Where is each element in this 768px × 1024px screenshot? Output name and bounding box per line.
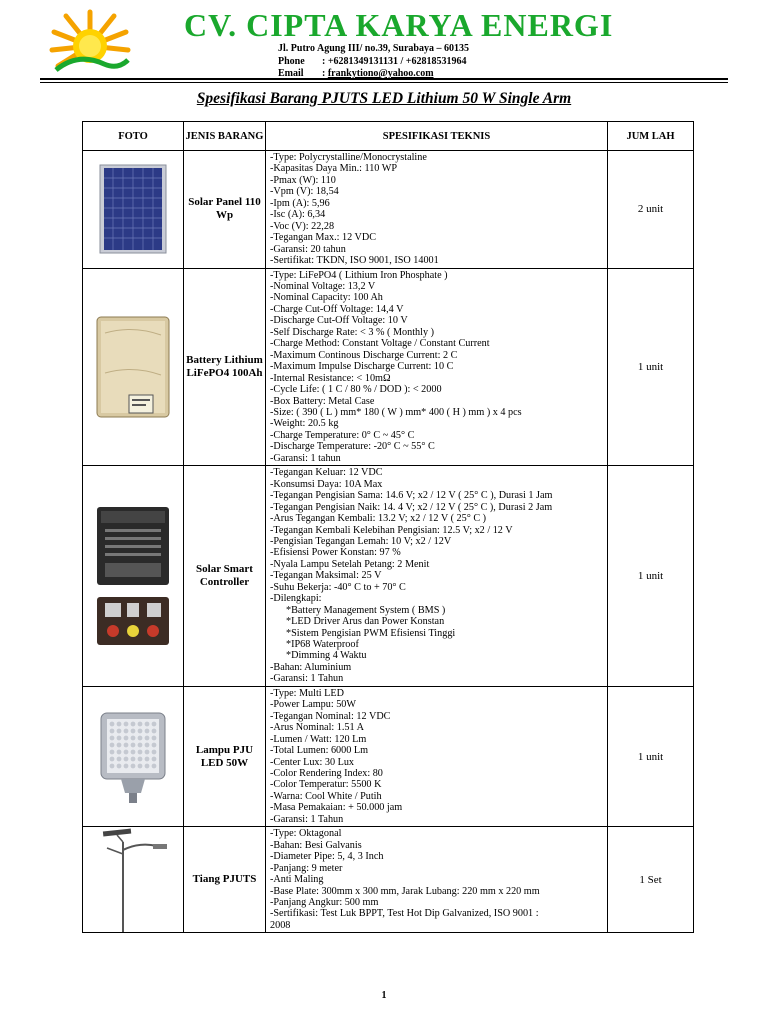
spec-line: -Efisiensi Power Konstan: 97 % (270, 547, 401, 559)
spec-line: -Tegangan Max.: 12 VDC (270, 232, 377, 244)
company-logo-sun-icon (48, 8, 132, 78)
spec-line: -Isc (A): 6,34 (270, 209, 326, 221)
spec-line: -Panjang Angkur: 500 mm (270, 897, 379, 908)
phone-row (278, 56, 469, 69)
document-title: Spesifikasi Barang PJUTS LED Lithium 50 W Single Arm (196, 90, 572, 107)
spec-cell (266, 268, 608, 466)
pole-photo-icon (93, 828, 173, 932)
spec-line: -Type: Multi LED (270, 687, 344, 699)
spec-line: *Sistem Pengisian PWM Efisiensi Tinggi (286, 627, 456, 639)
spec-line: -Center Lux: 30 Lux (270, 756, 355, 768)
spec-line: -Garansi: 20 tahun (270, 243, 346, 255)
spec-line: *Battery Management System ( BMS ) (286, 604, 446, 616)
spec-line: -Ipm (A): 5,96 (270, 197, 330, 209)
spec-line: -Diameter Pipe: 5, 4, 3 Inch (270, 851, 384, 863)
item-name: Tiang PJUTS (184, 827, 266, 933)
spec-line: -Garansi: 1 Tahun (270, 673, 344, 685)
spec-line: -Garansi: 1 Tahun (270, 813, 344, 825)
spec-line: -Tegangan Pengisian Sama: 14.6 V; x2 / 12 V ( 25° C ), Durasi 1 Jam (270, 490, 553, 502)
spec-cell (266, 827, 608, 933)
item-name: Battery Lithium LiFePO4 100Ah (184, 268, 266, 466)
battery-photo-icon (93, 313, 173, 421)
photo-cell (83, 466, 184, 687)
spec-line: -Pengisian Tegangan Lemah: 10 V; x2 / 12V (270, 535, 452, 547)
item-name: Solar Smart Controller (184, 466, 266, 687)
spec-line: -Pmax (W): 110 (270, 174, 336, 186)
solar-panel-photo-icon (98, 163, 168, 255)
spec-line: -Charge Cut-Off Voltage: 14,4 V (270, 303, 404, 315)
item-qty: 1 unit (608, 466, 694, 687)
photo-cell (83, 827, 184, 933)
spec-line: -Sertifikat: TKDN, ISO 9001, ISO 14001 (270, 255, 439, 267)
item-name: Solar Panel 110 Wp (184, 151, 266, 269)
spec-line: -Tegangan Kembali Kelebihan Pengisian: 12.5 V; x2 / 12 V (270, 524, 513, 536)
address: Jl. Putro Agung III/ no.39, Surabaya – 60135 (278, 43, 469, 54)
table-row (83, 268, 694, 466)
spec-line: -Maximum Impulse Discharge Current: 10 C (270, 361, 454, 373)
spec-line: -Box Battery: Metal Case (270, 395, 375, 407)
company-name: CV. CIPTA KARYA ENERGI (184, 7, 614, 43)
item-qty: 1 unit (608, 268, 694, 466)
spec-line: -Masa Pemakaian: + 50.000 jam (270, 802, 403, 814)
spec-line: -Total Lumen: 6000 Lm (270, 745, 369, 757)
spec-line: -Cycle Life: ( 1 C / 80 % / DOD ): < 2000 (270, 384, 442, 396)
led-lamp-photo-icon (97, 709, 169, 805)
spec-line: -Arus Nominal: 1.51 A (270, 722, 364, 734)
spec-line: -Nominal Capacity: 100 Ah (270, 292, 383, 304)
header-jenis-barang: JENIS BARANG (184, 122, 266, 151)
photo-cell (83, 686, 184, 826)
spec-line: -Tegangan Nominal: 12 VDC (270, 710, 391, 722)
spec-line: -Nyala Lampu Setelah Petang: 2 Menit (270, 558, 430, 570)
spec-line: -Charge Temperature: 0° C ~ 45° C (270, 429, 415, 441)
table-row (83, 686, 694, 826)
email-label: Email (278, 68, 304, 79)
spec-line: -Discharge Temperature: -20° C ~ 55° C (270, 441, 435, 453)
spec-line: -Warna: Cool White / Putih (270, 790, 382, 802)
spec-line: *Dimming 4 Waktu (286, 650, 367, 662)
spec-line: -Charge Method: Constant Voltage / Constant Current (270, 338, 490, 350)
table-row (83, 466, 694, 687)
spec-cell (266, 466, 608, 687)
spec-line: -Nominal Voltage: 13,2 V (270, 280, 376, 292)
spec-line: -Konsumsi Daya: 10A Max (270, 478, 383, 490)
spec-line: -Vpm (V): 18,54 (270, 186, 339, 198)
spec-line: -Internal Resistance: < 10mΩ (270, 372, 391, 384)
spec-line: -Sertifikasi: Test Luk BPPT, Test Hot Dip Galvanized, ISO 9001 : (270, 908, 539, 920)
page-number: 1 (381, 990, 387, 1001)
spec-line: -Garansi: 1 tahun (270, 452, 341, 464)
header-divider-thin (40, 82, 728, 83)
spec-line: -Lumen / Watt: 120 Lm (270, 733, 367, 745)
phone-label: Phone (278, 55, 305, 67)
spec-line: -Tegangan Maksimal: 25 V (270, 570, 382, 582)
spec-line: -Kapasitas Daya Min.: 110 WP (270, 163, 398, 175)
email-link[interactable]: frankytiono@yahoo.com (327, 68, 434, 79)
spec-cell (266, 686, 608, 826)
phone-value: : +6281349131131 / +62818531964 (322, 55, 467, 67)
photo-cell (83, 151, 184, 269)
item-qty: 2 unit (608, 151, 694, 269)
spec-line: -Tegangan Keluar: 12 VDC (270, 467, 383, 479)
spec-line: *LED Driver Arus dan Power Konstan (286, 616, 445, 628)
spec-line: *IP68 Waterproof (286, 639, 359, 651)
header-foto: FOTO (83, 122, 184, 151)
item-qty: 1 unit (608, 686, 694, 826)
spec-line: -Arus Tegangan Kembali: 13.2 V; x2 / 12 V ( 25° C ) (270, 513, 487, 525)
spec-line: -Panjang: 9 meter (270, 862, 343, 874)
solar-controller-photo-icon (91, 501, 175, 651)
spec-line: -Tegangan Pengisian Naik: 14. 4 V; x2 / 12 V ( 25° C ), Durasi 2 Jam (270, 501, 553, 513)
item-name: Lampu PJU LED 50W (184, 686, 266, 826)
spec-cell (266, 151, 608, 269)
spec-line: -Discharge Cut-Off Voltage: 10 V (270, 315, 408, 327)
email-separator: : (322, 68, 328, 79)
spec-line: -Power Lampu: 50W (270, 699, 357, 711)
spec-table (82, 121, 694, 933)
table-row (83, 827, 694, 933)
spec-line: -Bahan: Aluminium (270, 661, 352, 673)
spec-line: -Anti Maling (270, 874, 324, 886)
header-spesifikasi: SPESIFIKASI TEKNIS (266, 122, 608, 151)
item-qty: 1 Set (608, 827, 694, 933)
spec-line: -Dilengkapi: (270, 593, 322, 605)
spec-line: -Bahan: Besi Galvanis (270, 839, 362, 851)
spec-line: -Voc (V): 22,28 (270, 220, 335, 232)
table-header-row (83, 122, 694, 151)
spec-line: -Suhu Bekerja: -40° C to + 70° C (270, 581, 406, 593)
spec-line: -Color Temperatur: 5500 K (270, 779, 382, 791)
spec-line: -Color Rendering Index: 80 (270, 768, 383, 780)
spec-line: -Base Plate: 300mm x 300 mm, Jarak Lubang: 220 mm x 220 mm (270, 885, 540, 897)
spec-line: -Weight: 20.5 kg (270, 418, 339, 430)
spec-line: 2008 (270, 919, 291, 931)
header-divider (40, 78, 728, 80)
photo-cell (83, 268, 184, 466)
header-jumlah: JUM LAH (608, 122, 694, 151)
spec-line: -Size: ( 390 ( L ) mm* 180 ( W ) mm* 400 ( H ) mm ) x 4 pcs (270, 406, 522, 418)
spec-line: -Type: LiFePO4 ( Lithium Iron Phosphate ) (270, 269, 448, 281)
table-row (83, 151, 694, 269)
spec-line: -Type: Oktagonal (270, 828, 342, 840)
spec-line: -Maximum Continous Discharge Current: 2 C (270, 349, 458, 361)
spec-line: -Type: Polycrystalline/Monocrystaline (270, 152, 427, 163)
spec-line: -Self Discharge Rate: < 3 % ( Monthly ) (270, 326, 434, 338)
contact-block (278, 43, 469, 81)
